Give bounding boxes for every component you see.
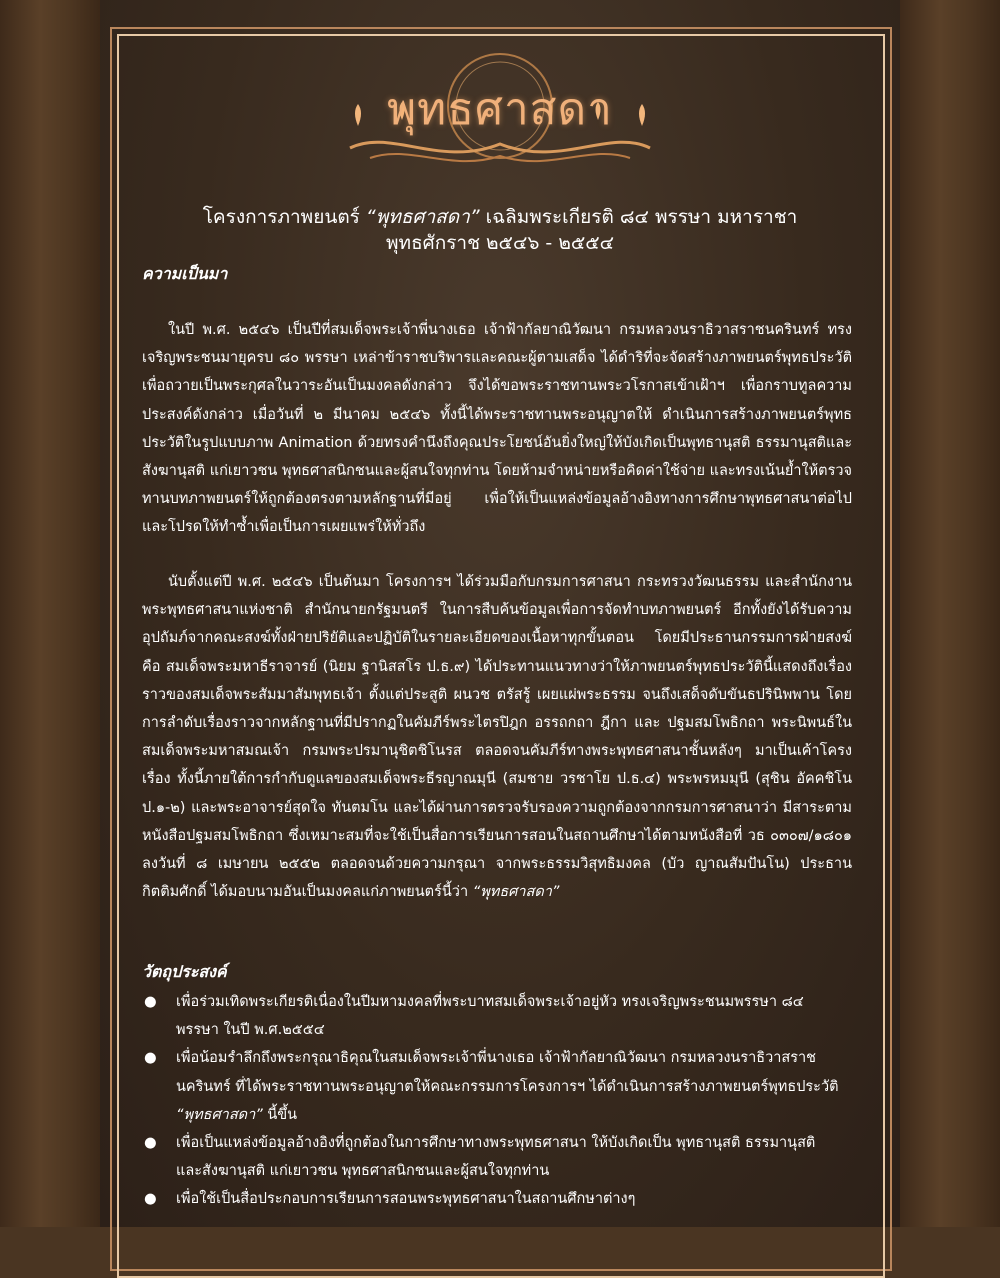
heading-quote: “พุทธศาสดา” <box>365 206 480 228</box>
objective-tail: นี้ขึ้น <box>267 1106 298 1123</box>
background-paragraph-2-quote: “พุทธศาสดา” <box>472 884 560 901</box>
objective-quote: “พุทธศาสดา” <box>176 1106 263 1123</box>
left-background-texture <box>0 0 100 1227</box>
objective-text: เพื่อเป็นแหล่งข้อมูลอ้างอิงที่ถูกต้องในการศึกษาทางพระพุทธศาสนา ให้บังเกิดเป็น พุทธานุสติ ธรรมานุสติ และสังฆานุสติ แก่เยาวชน พุทธศาสนิกชนและผู้สนใจทุกท่าน <box>176 1135 816 1180</box>
right-background-texture <box>900 0 1000 1227</box>
background-paragraph-2 <box>142 568 852 906</box>
title-logo <box>330 48 670 180</box>
project-heading <box>140 204 860 256</box>
heading-prefix: โครงการภาพยนตร์ <box>202 206 360 228</box>
logo-title-text: พุทธศาสดา <box>387 84 613 135</box>
list-item <box>142 1044 842 1129</box>
heading-suffix: เฉลิมพระเกียรติ ๘๔ พรรษา มหาราชา <box>485 206 798 228</box>
list-item <box>142 1129 842 1185</box>
bullet-icon: ● <box>144 994 157 1010</box>
background-paragraph-2-text: นับตั้งแต่ปี พ.ศ. ๒๕๔๖ เป็นต้นมา โครงการฯ ได้ร่วมมือกับกรมการศาสนา กระทรวงวัฒนธรรม และสำนักงานพระพุทธศาสนาแห่งชาติ สำนักนายกรัฐมนตรี ในการสืบค้นข้อมูลเพื่อการจัดทำบทภาพยนตร์ อีกทั้งยังได้รับความอุปถัมภ์จากคณะสงฆ์ทั้งฝ่ายปริยัติและปฏิบัติในรายละเอียดของเนื้อหาทุกขั้นตอน โดยมีประธานกรรมการฝ่ายสงฆ์ คือ สมเด็จพระมหาธีราจารย์ (นิยม ฐานิสสโร ป.ธ.๙) ได้ประทานแนวทางว่าให้ภาพยนตร์พุทธประวัตินี้แสดงถึงเรื่องราวของสมเด็จพระสัมมาสัมพุทธเจ้า ตั้งแต่ประสูติ ผนวช ตรัสรู้ เผยแผ่พระธรรม จนถึงเสด็จดับขันธปรินิพพาน โดยการลำดับเรื่องราวจากหลักฐานที่มีปรากฏในคัมภีร์พระไตรปิฎก อรรถกถา ฎีกา และ ปฐมสมโพธิกถา พระนิพนธ์ในสมเด็จพระมหาสมณเจ้า กรมพระปรมานุชิตชิโนรส ตลอดจนคัมภีร์ทางพระพุทธศาสนาชั้นหลังๆ มาเป็นเค้าโครงเรื่อง ทั้งนี้ภายใต้การกำกับดูแลของสมเด็จพระธีรญาณมุนี (สมชาย วรชาโย ป.ธ.๔) พระพรหมมุนี (สุชิน อัคคชิโน ป.๑-๒) และพระอาจารย์สุดใจ ทันตมโน และได้ผ่านการตรวจรับรองความถูกต้องจากกรมการศาสนาว่า มีสาระตามหนังสือปฐมสมโพธิกถา ซึ่งเหมาะสมที่จะใช้เป็นสื่อการเรียนการสอนในสถานศึกษาได้ตามหนังสือที่ วธ ๐๓๐๗/๑๘๐๑ ลงวันที่ ๘ เมษายน ๒๕๕๒ ตลอดจนด้วยความกรุณา จากพระธรรมวิสุทธิมงคล (บัว ญาณสัมปันโน) ประธานกิตติมศักดิ์ ได้มอบนามอันเป็นมงคลแก่ภาพยนตร์นี้ว่า <box>142 574 852 901</box>
bullet-icon: ● <box>144 1050 157 1067</box>
objectives-list <box>142 988 842 1214</box>
background-paragraph-1: ในปี พ.ศ. ๒๕๔๖ เป็นปีที่สมเด็จพระเจ้าพี่นางเธอ เจ้าฟ้ากัลยาณิวัฒนา กรมหลวงนราธิวาสราชนครินทร์ ทรงเจริญพระชนมายุครบ ๘๐ พรรษา เหล่าข้าราชบริพารและคณะผู้ตามเสด็จ ได้ดำริที่จะจัดสร้างภาพยนตร์พุทธประวัติเพื่อถวายเป็นพระกุศลในวาระอันเป็นมงคลดังกล่าว จึงได้ขอพระราชทานพระวโรกาสเข้าเฝ้าฯ เพื่อกราบทูลความประสงค์ดังกล่าว เมื่อวันที่ ๒ มีนาคม ๒๕๔๖ ทั้งนี้ได้พระราชทานพระอนุญาตให้ ดำเนินการสร้างภาพยนตร์พุทธประวัติในรูปแบบภาพ Animation ด้วยทรงคำนึงถึงคุณประโยชน์อันยิ่งใหญ่ให้บังเกิดเป็นพุทธานุสติ ธรรมานุสติและสังฆานุสติ แก่เยาวชน พุทธศาสนิกชนและผู้สนใจทุกท่าน โดยห้ามจำหน่ายหรือคิดค่าใช้จ่าย และทรงเน้นย้ำให้ตรวจทานบทภาพยนตร์ให้ถูกต้องตรงตามหลักฐานที่มีอยู่ เพื่อให้เป็นแหล่งข้อมูลอ้างอิงทางการศึกษาพุทธศาสนาต่อไป และโปรดให้ทำซ้ำเพื่อเป็นการเผยแพร่ให้ทั่วถึง <box>142 322 852 536</box>
bullet-icon: ● <box>144 1135 157 1152</box>
list-item <box>142 988 842 1044</box>
objective-text: เพื่อใช้เป็นสื่อประกอบการเรียนการสอนพระพุทธศาสนาในสถานศึกษาต่างๆ <box>176 1191 636 1208</box>
bullet-icon: ● <box>144 1191 157 1208</box>
objectives-section-title: วัตถุประสงค์ <box>142 962 227 981</box>
objective-text: เพื่อน้อมรำลึกถึงพระกรุณาธิคุณในสมเด็จพระเจ้าพี่นางเธอ เจ้าฟ้ากัลยาณิวัฒนา กรมหลวงนราธิวาสราชนครินทร์ ที่ได้พระราชทานพระอนุญาตให้คณะกรรมการโครงการฯ ได้ดำเนินการสร้างภาพยนตร์พุทธประวัติ <box>176 1050 839 1095</box>
background-section-title: ความเป็นมา <box>142 264 228 283</box>
heading-line-2: พุทธศักราช ๒๕๔๖ - ๒๕๕๔ <box>386 232 614 254</box>
list-item <box>142 1185 842 1213</box>
content-page <box>100 0 900 1227</box>
objective-text: เพื่อร่วมเทิดพระเกียรติเนื่องในปีมหามงคลที่พระบาทสมเด็จพระเจ้าอยู่หัว ทรงเจริญพระชนมพรรษา ๘๔ พรรษา ในปี พ.ศ.๒๕๕๔ <box>176 994 804 1039</box>
heading-line-1 <box>140 204 860 230</box>
